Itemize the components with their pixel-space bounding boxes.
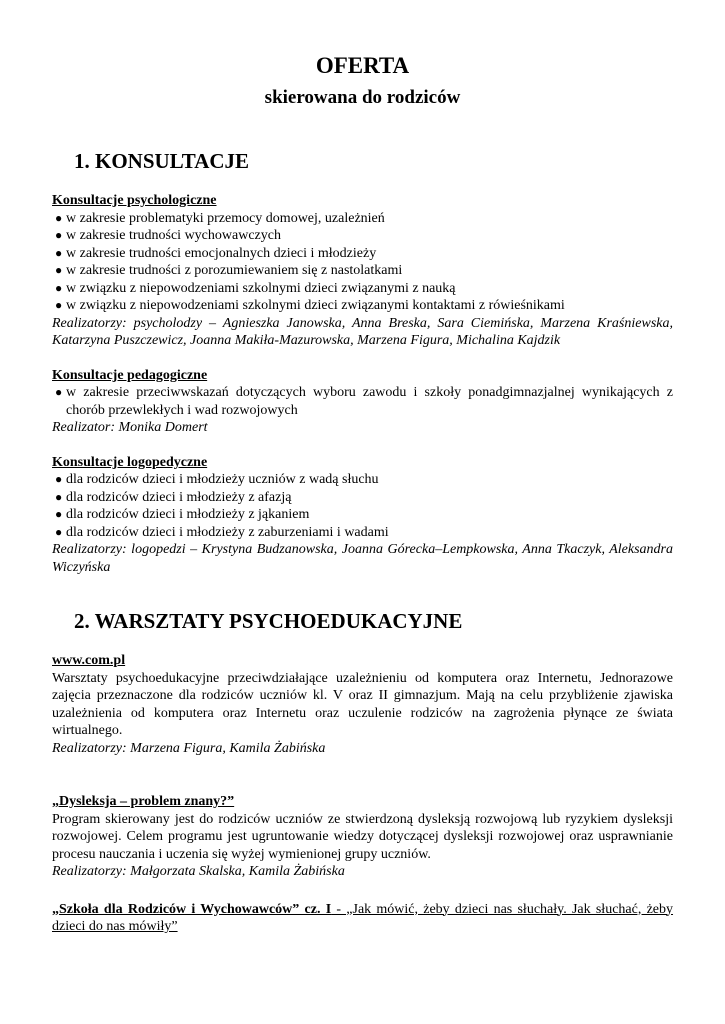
list-item: ● w zakresie trudności emocjonalnych dzieci i młodzieży: [55, 245, 377, 261]
list-item: ● w zakresie problematyki przemocy domowej, uzależnień: [55, 210, 385, 226]
bullet-icon: ●: [55, 524, 63, 539]
workshop-title-szkola-bold: „Szkoła dla Rodziców i Wychowawców” cz. I: [52, 901, 332, 917]
workshop-title-dysleksja: „Dysleksja – problem znany?”: [52, 794, 235, 809]
document-subtitle: skierowana do rodziców: [264, 87, 461, 108]
pedagogical-list: [52, 384, 673, 419]
workshop-description-www: Warsztaty psychoedukacyjne przeciwdziałające uzależnieniu od komputera oraz Internetu, Jednorazowe zajęcia przeznaczone dla rodziców uczniów kl. V oraz II gimnazjum. Mają na celu przybliżenie zjawiska uzależnienia od komputera oraz Internetu oraz uczulenie rodziców na zagrożenia płynące ze świata wirtualnego.: [52, 670, 673, 738]
workshop-title-szkola: [52, 901, 673, 936]
bullet-icon: ●: [55, 507, 63, 521]
workshop-realizers-www: Realizatorzy: Marzena Figura, Kamila Żabińska: [52, 740, 326, 756]
workshop-title-www: www.com.pl: [52, 653, 126, 668]
subheading-psychological: Konsultacje psychologiczne: [52, 193, 217, 208]
list-item: ● w związku z niepowodzeniami szkolnymi dzieci związanymi z nauką: [55, 280, 456, 296]
list-item: ● w związku z niepowodzeniami szkolnymi dzieci związanymi kontaktami z rówieśnikami: [55, 298, 565, 313]
bullet-icon: ●: [55, 210, 63, 225]
pedagogical-realizer: Realizator: Monika Domert: [52, 420, 208, 435]
section-heading-konsultacje: 1. KONSULTACJE: [74, 149, 250, 173]
bullet-icon: ●: [55, 263, 63, 277]
list-item: ● w zakresie trudności wychowawczych: [55, 228, 281, 243]
list-item: ● dla rodziców dzieci i młodzieży z zaburzeniami i wadami: [55, 524, 389, 540]
document-page: [52, 52, 673, 936]
bullet-icon: ●: [55, 245, 63, 260]
subheading-pedagogical: Konsultacje pedagogiczne: [52, 367, 208, 383]
speech-list: [52, 471, 673, 541]
bullet-icon: ●: [55, 228, 63, 242]
subheading-speech: Konsultacje logopedyczne: [52, 454, 208, 470]
bullet-icon: ●: [55, 298, 63, 312]
workshop-title-szkola-rest: - „Jak mówić, żeby dzieci nas słuchały. Jak słuchać, żeby dzieci do nas mówiły”: [52, 901, 674, 934]
workshop-realizers-dysleksja: Realizatorzy: Małgorzata Skalska, Kamila Żabińska: [52, 864, 345, 879]
psychological-realizers: Realizatorzy: psycholodzy – Agnieszka Janowska, Anna Breska, Sara Ciemińska, Marzena Kraśniewska, Katarzyna Puszczewicz, Joanna Makiła-Mazurowska, Marzena Figura, Michalina Kajdzik: [52, 315, 673, 348]
bullet-icon: ●: [55, 280, 63, 295]
bullet-icon: ●: [55, 489, 63, 504]
list-item: ● dla rodziców dzieci i młodzieży uczniów z wadą słuchu: [55, 472, 379, 487]
psychological-list: [52, 210, 673, 315]
list-item: ● w zakresie trudności z porozumiewaniem się z nastolatkami: [55, 263, 403, 278]
list-item: ● w zakresie przeciwwskazań dotyczących wyboru zawodu i szkoły ponadgimnazjalnej wynikających z chorób przewlekłych i wad rozwojowych: [55, 385, 673, 418]
list-item: ● dla rodziców dzieci i młodzieży z afazją: [55, 489, 292, 505]
speech-realizers: Realizatorzy: logopedzi – Krystyna Budzanowska, Joanna Górecka–Lempkowska, Anna Tkaczyk, Aleksandra Wiczyńska: [52, 542, 673, 575]
bullet-icon: ●: [55, 385, 63, 399]
section-heading-warsztaty: 2. WARSZTATY PSYCHOEDUKACYJNE: [74, 609, 463, 633]
workshop-description-dysleksja: Program skierowany jest do rodziców uczniów ze stwierdzoną dysleksją rozwojową lub ryzykiem dysleksji rozwojowej. Celem programu jest ugruntowanie wiedzy dotyczącej dysleksji rozwojowej oraz usprawnianie procesu nauczania i uczenia się wyżej wymienionej grupy uczniów.: [52, 811, 673, 862]
bullet-icon: ●: [55, 472, 63, 486]
list-item: ● dla rodziców dzieci i młodzieży z jąkaniem: [55, 507, 310, 522]
document-title: OFERTA: [315, 53, 410, 78]
